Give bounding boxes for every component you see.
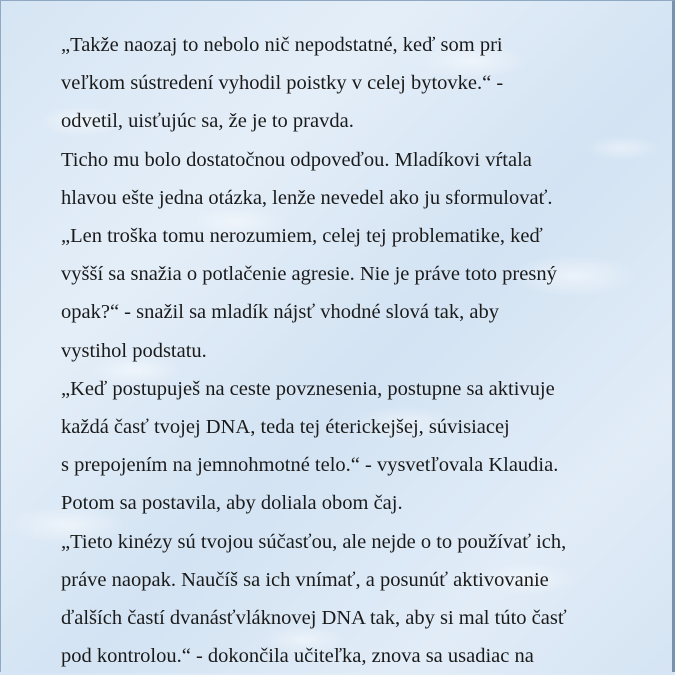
text-line: „Takže naozaj to nebolo nič nepodstatné, keď som pri [61,34,503,56]
text-line: s prepojením na jemnohmotné telo.“ - vysvetľovala Klaudia. [61,454,559,477]
text-line: veľkom sústredení vyhodil poistky v celej bytovke.“ - [61,72,504,95]
text-line: ďalších častí dvanásťvláknovej DNA tak, aby si mal túto časť [61,607,567,630]
text-line: práve naopak. Naučíš sa ich vnímať, a posunúť aktivovanie [61,568,549,591]
text-line: pod kontrolou.“ - dokončila učiteľka, znova sa usadiac na [61,645,534,668]
text-line: každá časť tvojej DNA, teda tej éterickejšej, súvisiacej [61,416,510,439]
text-line: „Len troška tomu nerozumiem, celej tej problematike, keď [61,225,543,248]
text-line: hlavou ešte jedna otázka, lenže nevedel ako ju sformulovať. [61,186,553,209]
text-line: opak?“ - snažil sa mladík nájsť vhodné slová tak, aby [61,301,499,324]
text-line: „Tieto kinézy sú tvojou súčasťou, ale nejde o to používať ich, [61,530,567,553]
text-line: Ticho mu bolo dostatočnou odpoveďou. Mladíkovi vŕtala [61,148,532,171]
text-line: odvetil, uisťujúc sa, že je to pravda. [61,110,354,133]
text-line: „Keď postupuješ na ceste povznesenia, postupne sa aktivuje [61,377,555,400]
text-line: vyšší sa snažia o potlačenie agresie. Nie je práve toto presný [61,263,557,286]
text-line: vystihol podstatu. [61,339,207,362]
text-line: Potom sa postavila, aby doliala obom čaj. [61,492,403,515]
document-text [61,26,631,675]
